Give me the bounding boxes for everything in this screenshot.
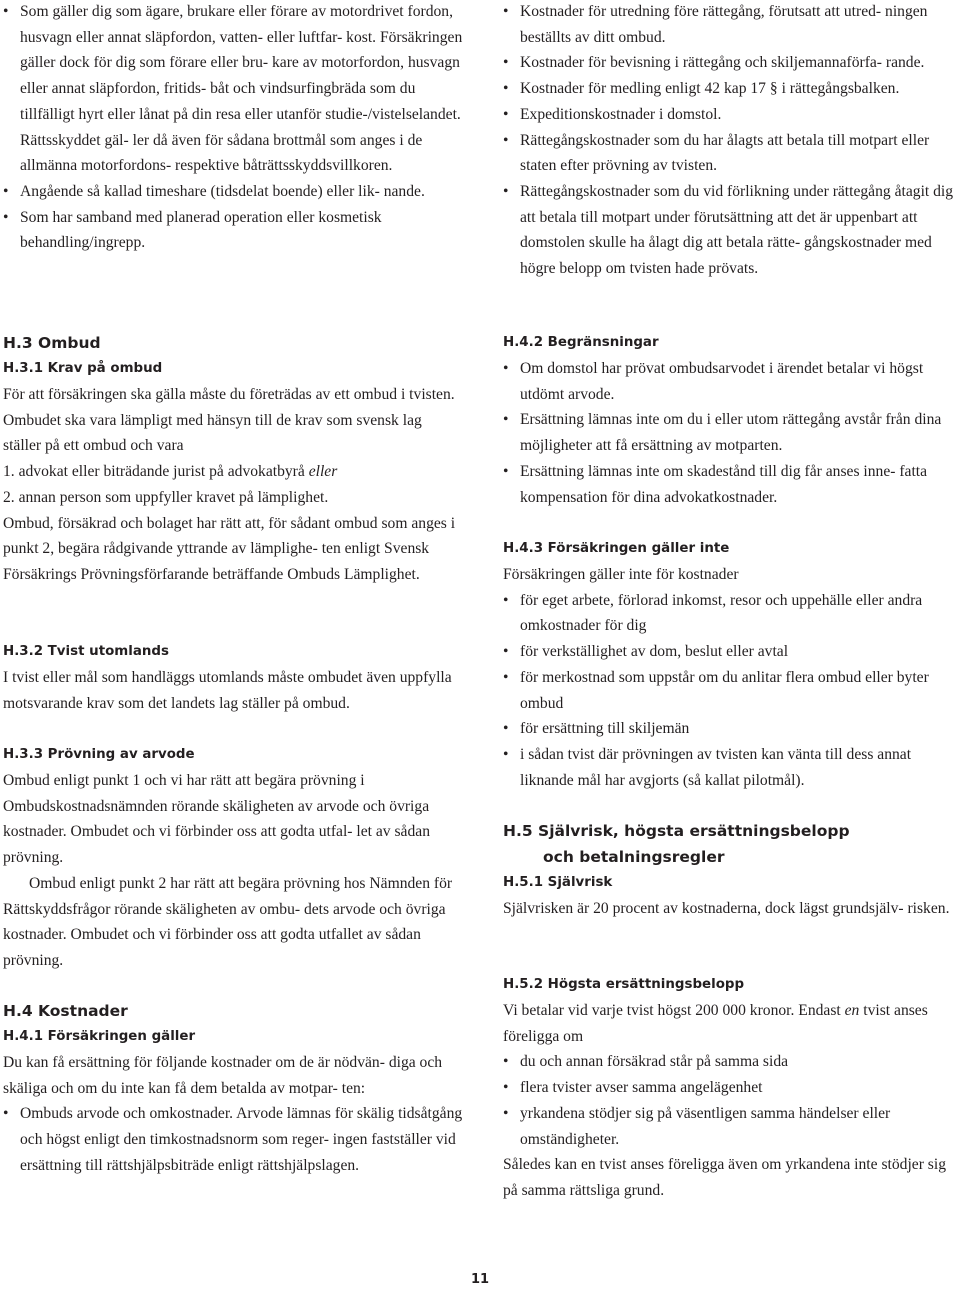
list-item: • i sådan tvist där prövningen av tvisten kan vänta till dess annat liknande mål har avgjorts (så kallat pilotmål). bbox=[503, 742, 960, 793]
list-item: • Ombuds arvode och omkostnader. Arvode lämnas för skälig tidsåtgång och högst enligt den timkostnadsnorm som reger- ingen fastställer vid ersättning till rättshjälpsbiträde enligt rättshjälpslagen. bbox=[3, 1101, 463, 1178]
list-item: • Ersättning lämnas inte om du i eller utom rättegång avstår från dina möjligheter att få ersättning av motparten. bbox=[503, 407, 960, 458]
section-h43 bbox=[503, 536, 960, 793]
text: Vi betalar vid varje tvist högst 200 000 kronor. Endast bbox=[503, 1002, 845, 1019]
item-emphasis: eller bbox=[308, 463, 338, 481]
section-h42 bbox=[503, 330, 960, 510]
section-h32 bbox=[3, 639, 463, 716]
top-bullet-list-left bbox=[3, 0, 463, 256]
paragraph: Ombud, försäkrad och bolaget har rätt att, för sådant ombud som anges i punkt 2, begära rådgivande yttrande av lämplighe- ten enligt Svensk Försäkrings Prövningsförfarande beträffande Ombuds Lämplighet. bbox=[3, 514, 456, 583]
heading-h5-line2: och betalningsregler bbox=[543, 848, 725, 866]
list-item: • Som har samband med planerad operation eller kosmetisk behandling/ingrepp. bbox=[3, 205, 463, 256]
list-item: • Kostnader för bevisning i rättegång och skiljemannaförfa- rande. bbox=[503, 50, 960, 76]
list-item: • Ersättning lämnas inte om skadestånd till dig får anses inne- fatta kompensation för dina advokatkostnader. bbox=[503, 459, 960, 510]
paragraph: Självrisken är 20 procent av kostnaderna, dock lägst grundsjälv- risken. bbox=[503, 900, 950, 917]
paragraph: Du kan få ersättning för följande kostnader om de är nödvän- diga och skäliga och om du inte kan få dem betalda av motpar- ten: bbox=[3, 1054, 443, 1097]
bullet-list bbox=[503, 356, 960, 510]
heading-h32: H.3.2 Tvist utomlands bbox=[3, 644, 169, 659]
heading-h4-kostnader: H.4 Kostnader bbox=[3, 1002, 128, 1020]
heading-h41: H.4.1 Försäkringen gäller bbox=[3, 1029, 196, 1044]
paragraph: Försäkringen gäller inte för kostnader bbox=[503, 566, 739, 583]
heading-h42: H.4.2 Begränsningar bbox=[503, 335, 659, 350]
list-item: • Om domstol har prövat ombudsarvodet i ärendet betalar vi högst utdömt arvode. bbox=[503, 356, 960, 407]
heading-h33: H.3.3 Prövning av arvode bbox=[3, 747, 195, 762]
heading-h31: H.3.1 Krav på ombud bbox=[3, 361, 163, 376]
paragraph: För att försäkringen ska gälla måste du företrädas av ett ombud i tvisten. Ombudet ska vara lämpligt med hänsyn till de krav som svensk lag ställer på ett ombud och vara bbox=[3, 386, 455, 455]
list-item: • Angående så kallad timeshare (tidsdelat boende) eller lik- nande. bbox=[3, 179, 463, 205]
list-item: • Kostnader för medling enligt 42 kap 17 § i rättegångsbalken. bbox=[503, 76, 960, 102]
list-item: • Som gäller dig som ägare, brukare eller förare av motordrivet fordon, husvagn eller annat släpfordon, vatten- eller luftfar- kost. Försäkringen gäller dock för dig som förare eller bru- kare av motorfordon, husvagn eller annat släpfordon, fritids- båt och vindsurfingbräda som du tillfälligt hyrt eller lånat på din resa eller utanför studie-/vistelselandet. Rättsskyddet gäl- ler då även för sådana brottmål som anges i de allmänna motorfordons- respektive båträttsskyddsvillkoren. bbox=[3, 0, 463, 179]
list-item: • för eget arbete, förlorad inkomst, resor och uppehälle eller andra omkostnader för dig bbox=[503, 588, 960, 639]
bullet-list bbox=[3, 1101, 463, 1178]
paragraph: I tvist eller mål som handläggs utomlands måste ombudet även uppfylla motsvarande krav som det landets lag ställer på ombud. bbox=[3, 669, 452, 712]
list-item: • du och annan försäkrad står på samma sida bbox=[503, 1049, 960, 1075]
heading-h51: H.5.1 Självrisk bbox=[503, 875, 613, 890]
paragraph: Således kan en tvist anses föreligga även om yrkandena inte stödjer sig på samma rättsliga grund. bbox=[503, 1156, 946, 1199]
section-h51 bbox=[503, 870, 960, 922]
numbered-item-1 bbox=[3, 459, 463, 485]
top-bullet-list-right bbox=[503, 0, 960, 282]
heading-h52: H.5.2 Högsta ersättningsbelopp bbox=[503, 977, 745, 992]
heading-h5-line1: H.5 Självrisk, högsta ersättningsbelopp bbox=[503, 822, 850, 840]
section-h41 bbox=[3, 1024, 463, 1179]
heading-h3-ombud: H.3 Ombud bbox=[3, 334, 101, 352]
numbered-item-2: 2. annan person som uppfyller kravet på lämplighet. bbox=[3, 488, 329, 506]
list-item: • för merkostnad som uppstår om du anlitar flera ombud eller byter ombud bbox=[503, 665, 960, 716]
list-item: • för ersättning till skiljemän bbox=[503, 716, 960, 742]
list-item: • Expeditionskostnader i domstol. bbox=[503, 102, 960, 128]
list-item: • yrkandena stödjer sig på väsentligen samma händelser eller omständigheter. bbox=[503, 1101, 960, 1152]
list-item: • flera tvister avser samma angelägenhet bbox=[503, 1075, 960, 1101]
paragraph: Ombud enligt punkt 1 och vi har rätt att begära prövning i Ombudskostnadsnämnden rörande skäligheten av arvode och övriga kostnader. Ombudet och vi förbinder oss att godta utfal- let av sådan prövning. bbox=[3, 772, 430, 867]
paragraph bbox=[503, 998, 960, 1049]
paragraph: Ombud enligt punkt 2 har rätt att begära prövning hos Nämnden för Rättskyddsfrågor rörande skäligheten av ombu- dets arvode och övriga kostnader. Ombudet och vi förbinder oss att godta utfallet av sådan prövning. bbox=[3, 874, 453, 969]
list-item: • Rättegångskostnader som du vid förlikning under rättegång åtagit dig att betala till motpart under förutsättning att det är uppenbart att domstolen skulle ha ålagt dig att betala rätte- gångskostnader med högre belopp om tvisten hade prövats. bbox=[503, 179, 960, 282]
bullet-list bbox=[503, 1049, 960, 1152]
item-text: 1. advokat eller biträdande jurist på advokatbyrå bbox=[3, 463, 309, 481]
list-item: • för verkställighet av dom, beslut eller avtal bbox=[503, 639, 960, 665]
emphasis: en bbox=[844, 1002, 860, 1019]
list-item: • Rättegångskostnader som du har ålagts att betala till motpart eller staten efter prövning av tvisten. bbox=[503, 128, 960, 179]
page-number: 11 bbox=[470, 1272, 490, 1287]
section-h33 bbox=[3, 742, 463, 974]
heading-h5 bbox=[503, 818, 960, 870]
list-item: • Kostnader för utredning före rättegång, förutsatt att utred- ningen beställts av ditt ombud. bbox=[503, 0, 960, 50]
text: tvist anses föreligga om bbox=[503, 1002, 928, 1045]
heading-h43: H.4.3 Försäkringen gäller inte bbox=[503, 541, 730, 556]
section-h52 bbox=[503, 972, 960, 1204]
section-h31 bbox=[3, 356, 463, 588]
bullet-list bbox=[503, 588, 960, 794]
